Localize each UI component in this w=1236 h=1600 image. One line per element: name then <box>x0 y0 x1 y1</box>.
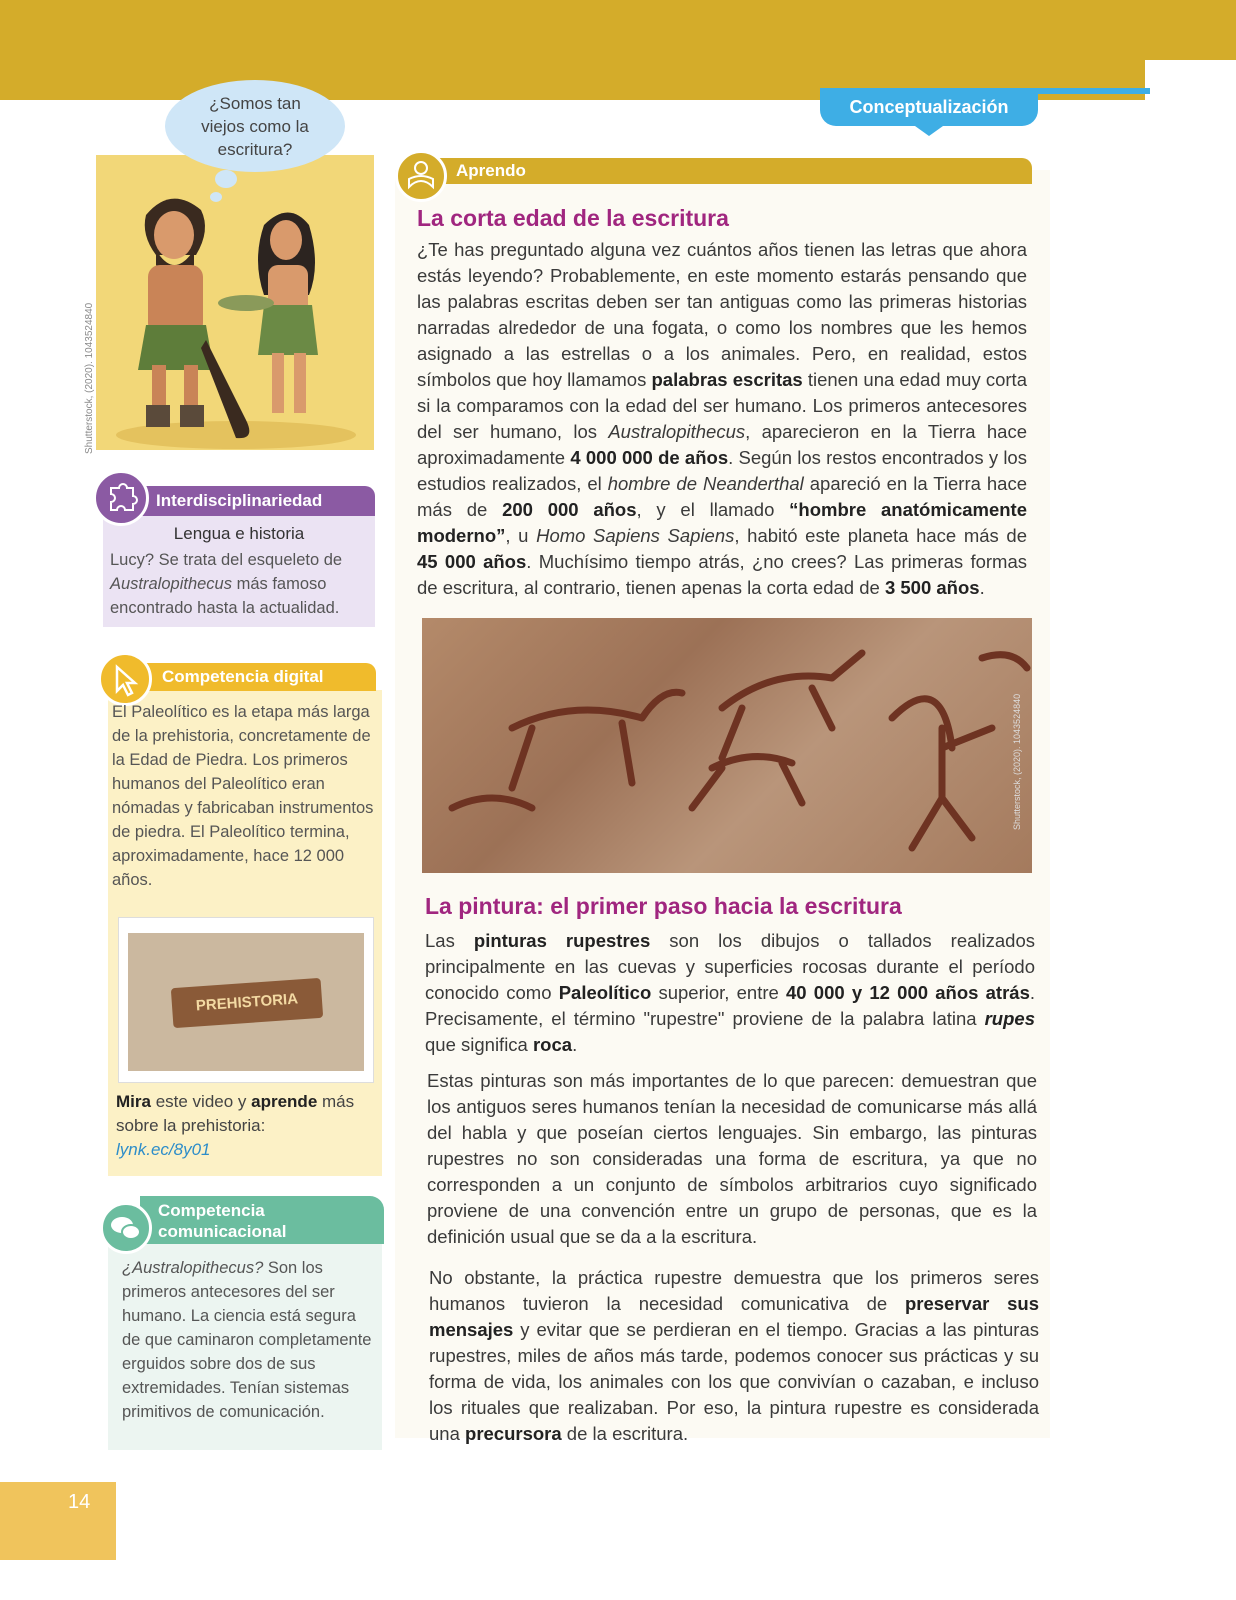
s1-text: , y el llamado <box>636 499 790 520</box>
s1-text: tienen una edad muy corta si la comparamos con la edad del ser humano. Los primeros antecesores del ser humano, los <box>417 369 1027 442</box>
s1-bold: 3 500 años <box>884 577 980 598</box>
s3-text: y evitar que se perdieran en el tiempo. Gracias a las pinturas rupestres, miles de años más tarde, podemos conocer sus prácticas y su forma de vida, los animales con los que convivían o cazaban, e incluso los rituales que realizaban. Por eso, la pintura rupestre es considerada una <box>429 1319 1039 1444</box>
chat-bubbles-icon <box>100 1202 152 1254</box>
s2-bold: Paleolítico <box>558 982 652 1003</box>
s2-text: . Precisamente, el término "rupestre" proviene de la palabra latina <box>425 982 1036 1029</box>
s3-text: de la escritura. <box>561 1423 689 1444</box>
puzzle-icon <box>93 470 149 526</box>
s1-text: , aparecieron en la Tierra hace aproximadamente <box>417 421 1027 468</box>
section1-title: La corta edad de la escritura <box>417 205 729 231</box>
photo-credit: Shutterstock, (2020). 1043524840 <box>1012 693 1022 830</box>
s2-text: son los dibujos o tallados realizados principalmente en las cuevas y superficies rocosas durante el período conocido como <box>425 930 1036 1003</box>
aprendo-header: Aprendo <box>420 158 1032 184</box>
s3-bold: precursora <box>465 1423 562 1444</box>
interdisciplinary-text-end: más famoso encontrado hasta la actualidad. <box>110 575 340 617</box>
thought-bubble-text: ¿Somos tan viejos como la escritura? <box>201 93 309 159</box>
learner-icon <box>395 150 447 202</box>
s2-bold: 40 000 y 12 000 años atrás <box>786 982 1030 1003</box>
caveman-illustration <box>96 155 374 450</box>
video-link[interactable]: lynk.ec/8y01 <box>116 1140 211 1159</box>
section2-paragraph-1 <box>425 928 1035 1058</box>
caveman-drawing <box>96 155 374 450</box>
s2-text: . <box>572 1034 578 1055</box>
s1-bold: “hombre anatómicamente moderno” <box>417 499 1028 546</box>
communication-title: Competencia comunicacional <box>140 1196 384 1244</box>
s2-text: superior, entre <box>651 982 787 1003</box>
s2-bold: pinturas rupestres <box>473 930 651 951</box>
top-banner <box>0 0 1145 100</box>
cave-painting-figures <box>422 618 1032 873</box>
digital-competence-cta <box>116 1090 376 1162</box>
s1-text: . <box>979 577 985 598</box>
thought-bubble <box>165 80 345 172</box>
cta-bold-1: Mira <box>116 1092 151 1111</box>
thought-bubble-dot <box>215 170 237 188</box>
s3-text: No obstante, la práctica rupestre demuestra que los primeros seres humanos tuvieron la necesidad comunicativa de <box>429 1267 1039 1314</box>
s1-text: apareció en la Tierra hace más de <box>417 473 1027 520</box>
s1-text: . Según los restos encontrados y los estudios realizados, el <box>417 447 1027 494</box>
s1-bold: 200 000 años <box>502 499 637 520</box>
section2-paragraph-2: Estas pinturas son más importantes de lo que parecen: demuestran que los antiguos seres humanos tenían la necesidad de comunicarse más allá del habla y que poseían ciertos lenguajes. Sin embargo, las pinturas rupestres no son consideradas una forma de escritura, ya que no corresponden a un conjunto de símbolos arbitrarios cuyo significado proviene de una convención entre un grupo de personas, que es la definición usual que se da a la escritura. <box>427 1070 1037 1247</box>
page-number: 14 <box>0 1482 116 1560</box>
s3-bold: preservar sus mensajes <box>429 1293 1039 1340</box>
section2-title: La pintura: el primer paso hacia la escritura <box>425 893 902 919</box>
communication-text <box>122 1256 377 1424</box>
cta-text-2: más sobre la prehistoria: <box>116 1092 355 1135</box>
cta-text-1: este video y <box>150 1092 252 1111</box>
digital-competence-text: El Paleolítico es la etapa más larga de la prehistoria, concretamente de la Edad de Piedra. Los primeros humanos del Paleolítico eran nómadas y fabricaban instrumentos de piedra. El Paleolítico termina, aproximadamente, hace 12 000 años. <box>112 703 374 889</box>
interdisciplinary-text-italic: Australopithecus <box>110 575 232 593</box>
interdisciplinary-text <box>110 548 372 620</box>
s1-bold: 4 000 000 de años <box>570 447 729 468</box>
s1-italic: Homo Sapiens Sapiens <box>536 525 735 546</box>
interdisciplinary-subtitle: Lengua e historia <box>173 524 305 543</box>
cursor-icon <box>98 652 152 706</box>
interdisciplinary-title: Interdisciplinariedad <box>140 486 375 516</box>
cta-bold-2: aprende <box>251 1092 318 1111</box>
cave-painting-photo <box>422 618 1032 873</box>
s2-text: que significa <box>425 1034 533 1055</box>
communication-text-body: Son los primeros antecesores del ser humano. La ciencia está segura de que caminaron completamente erguidos sobre dos de sus extremidades. Tenían sistemas primitivos de comunicación. <box>122 1259 372 1421</box>
s1-text: , u <box>505 525 537 546</box>
image-credit: Shutterstock, (2020). 1043524840 <box>84 302 95 454</box>
digital-competence-title: Competencia digital <box>140 663 376 691</box>
section1-paragraph <box>417 237 1027 601</box>
video-title: PREHISTORIA <box>171 978 323 1028</box>
s1-italic: Australopithecus <box>608 421 746 442</box>
s1-text: . Muchísimo tiempo atrás, ¿no crees? Las primeras formas de escritura, al contrario, tienen apenas la corta edad de <box>417 551 1027 598</box>
s1-text: ¿Te has preguntado alguna vez cuántos años tienen las letras que ahora estás leyendo? Probablemente, en este momento estarás pensando que las palabras escritas deben ser tan antiguas como las primeras historias narradas alrededor de una fogata, o como los nombres que les hemos asignado a las estrellas o a los animales. Pero, en realidad, estos símbolos que hoy llamamos <box>417 239 1027 390</box>
interdisciplinary-text-start: Lucy? Se trata del esqueleto de <box>110 551 343 569</box>
section2-paragraph-3 <box>429 1265 1039 1447</box>
s2-bold-italic: rupes <box>984 1008 1035 1029</box>
s1-text: , habitó este planeta hace más de <box>734 525 1027 546</box>
s1-bold: palabras escritas <box>651 369 803 390</box>
s2-text: Las <box>425 930 474 951</box>
section-tab: Conceptualización <box>820 88 1038 126</box>
s1-bold: 45 000 años <box>417 551 527 572</box>
s1-italic: hombre de Neanderthal <box>607 473 804 494</box>
communication-text-italic: ¿Australopithecus? <box>122 1259 264 1277</box>
s2-bold: roca <box>532 1034 573 1055</box>
thought-bubble-dot <box>210 192 222 202</box>
top-banner-edge <box>1145 0 1236 60</box>
